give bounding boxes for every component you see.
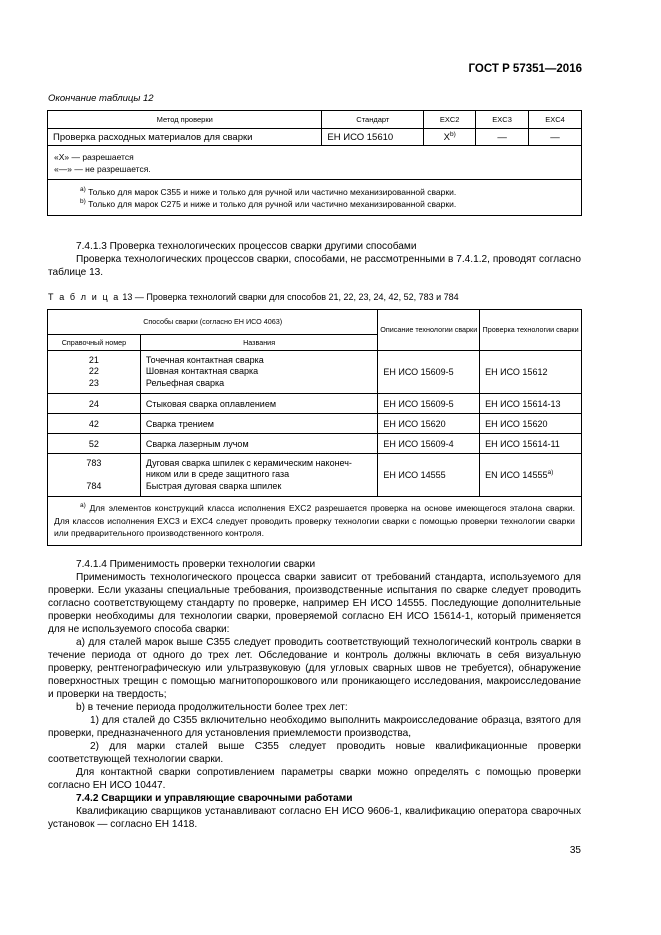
footnote-text: Только для марок С275 и ниже и только для ручной или частично механизированной сварки. [88, 199, 457, 209]
check-cell: ЕН ИСО 15614-13 [480, 394, 582, 414]
footnote-text: Только для марок С355 и ниже и только для ручной или частично механизированной сварки. [88, 187, 457, 197]
table12-header-row [48, 111, 582, 129]
table-row [48, 394, 582, 414]
ref-no: 23 [88, 377, 99, 388]
section-heading: 7.4.1.3 Проверка технологических процессов сварки другими способами [76, 241, 417, 252]
table-13 [47, 309, 582, 546]
footnote-item [80, 186, 575, 198]
legend-item: «X» — разрешается [54, 152, 134, 162]
table13-col-desc: Описание технологии сварки [378, 310, 480, 351]
caption-text: 13 — Проверка технологий сварки для способов 21, 22, 23, 24, 42, 52, 783 и 784 [122, 292, 459, 302]
table12-exc3-cell: — [476, 129, 529, 146]
table-row [48, 434, 582, 454]
footnote-mark: b) [80, 198, 86, 205]
check-cell [480, 454, 582, 497]
section-heading [48, 792, 581, 805]
table-12 [47, 110, 582, 216]
ref-no-cell: 42 [48, 414, 141, 434]
ref-no-cell: 52 [48, 434, 141, 454]
check-cell: ЕН ИСО 15614-11 [480, 434, 582, 454]
paragraph: Применимость технологического процесса сварки зависит от требований стандарта, используемого для проверки. Если указаны специальные требования, производственные испытания по сварке следует проводить согласно соответствующему стандарту по проверке, например ЕН ИСО 14555. Последующие дополнительные проверки необходимы для технологии сварки, проверяемой согласно ЕН ИСО 15614-1, который применяется для не используемого способа сварки: [48, 572, 581, 635]
section-heading: 7.4.1.4 Применимость проверки технологии сварки [76, 559, 316, 570]
footnote-mark: a) [80, 502, 86, 509]
table12-exc4-cell: — [529, 129, 582, 146]
ref-no-cell: 24 [48, 394, 141, 414]
name-cell: Стыковая сварка оплавлением [140, 394, 378, 414]
method-name: Точечная контактная сварка [145, 354, 264, 365]
table12-col-method: Метод проверки [48, 111, 322, 129]
page-number: 35 [569, 845, 581, 856]
table12-method-cell: Проверка расходных материалов для сварки [48, 129, 322, 146]
section-7-4-1-4 [48, 558, 581, 831]
section-7-4-1-3 [48, 240, 581, 279]
footnote-text: Для элементов конструкций класса исполнения EXC2 разрешается проверка на основе имеющегося эталона сварки. Для классов исполнения EXC3 и EXC4 следует проводить проверку технологии сварки с помощью проверки технологии сварки или предварительного производственного контроля. [54, 503, 576, 538]
desc-cell: ЕН ИСО 15609-5 [378, 394, 480, 414]
table13-col-ref-no: Справочный номер [48, 335, 141, 351]
table12-col-exc4: EXC4 [529, 111, 582, 129]
name-cell: Сварка лазерным лучом [140, 434, 378, 454]
footnote-mark: a) [80, 186, 86, 193]
check-footnote-mark: a) [547, 469, 554, 476]
paragraph: a) для сталей марок выше С355 следует проводить соответствующий технологический контроль сварки в течение периода от одного до трех лет. Обследование и контроль должны включать в себя визуальную проверку, рентгенографическую или ультразвуковую (для угловых сварных швов не требуется), обнаружение поверхностных трещин с помощью магнитопорошкового или проникающего исследования, макроисследование и проверки на твердость; [48, 637, 581, 700]
check-value: EN ИСО 14555 [485, 470, 548, 480]
document-header: ГОСТ Р 57351—2016 [468, 63, 582, 75]
section-heading-text: 7.4.2 Сварщики и управляющие сварочными работами [76, 793, 353, 804]
table-row [48, 351, 582, 394]
table13-header-row [48, 310, 582, 335]
table12-footnote-row [48, 180, 582, 216]
paragraph: Проверка технологических процессов сварки, способами, не рассмотренными в 7.4.1.2, проводят согласно таблице 13. [48, 254, 581, 278]
method-name: Шовная контактная сварка [145, 366, 259, 377]
table13-col-methods: Способы сварки (согласно ЕН ИСО 4063) [48, 310, 378, 335]
table13-col-check: Проверка технологии сварки [480, 310, 582, 351]
method-name: Дуговая сварка шпилек с керамическим наконеч- [145, 457, 352, 468]
method-name: Быстрая дуговая сварка шпилек [145, 480, 282, 491]
ref-no-cell [48, 454, 141, 497]
check-cell: ЕН ИСО 15620 [480, 414, 582, 434]
ref-no: 783 [86, 457, 102, 468]
table12-exc2-cell [424, 129, 476, 146]
check-cell: ЕН ИСО 15612 [480, 351, 582, 394]
table-row [48, 129, 582, 146]
exc2-footnote-mark: b) [449, 130, 456, 138]
method-name: Рельефная сварка [145, 377, 225, 388]
desc-cell: ЕН ИСО 14555 [378, 454, 480, 497]
name-cell [140, 454, 378, 497]
caption-word: Т а б л и ц а [48, 292, 120, 302]
paragraph: Квалификацию сварщиков устанавливают согласно ЕН ИСО 9606-1, квалификацию оператора сварочных установок — согласно ЕН 1418. [48, 806, 581, 830]
table13-footnote-row [48, 497, 582, 546]
desc-cell: ЕН ИСО 15609-4 [378, 434, 480, 454]
desc-cell: ЕН ИСО 15620 [378, 414, 480, 434]
name-cell [140, 351, 378, 394]
table12-col-exc3: EXC3 [476, 111, 529, 129]
method-name: ником или в среде защитного газа [145, 469, 290, 480]
name-cell: Сварка трением [140, 414, 378, 434]
table12-footnotes [48, 180, 582, 216]
paragraph: Для контактной сварки сопротивлением параметры сварки можно определять с помощью проверки согласно ЕН ИСО 10447. [48, 767, 581, 791]
exc2-value: X [443, 131, 450, 143]
ref-no-spacer [48, 469, 140, 481]
table-row [48, 454, 582, 497]
table-row [48, 414, 582, 434]
ref-no: 21 [88, 354, 99, 365]
table12-continuation-title: Окончание таблицы 12 [48, 93, 154, 104]
paragraph: 2) для марки сталей выше С355 следует проводить новые квалификационные проверки соответствующей технологии сварки. [48, 741, 581, 765]
ref-no: 22 [88, 366, 99, 377]
paragraph: 1) для сталей до С355 включительно необходимо выполнить макроисследование образца, взятого для проверки, предназначенного для установления приемлемости производства, [48, 715, 581, 739]
footnote-item [80, 198, 575, 210]
table12-col-standard: Стандарт [322, 111, 424, 129]
legend-item: «—» — не разрешается. [54, 164, 151, 174]
table12-standard-cell: ЕН ИСО 15610 [322, 129, 424, 146]
table13-col-names: Названия [140, 335, 378, 351]
table13-caption [48, 292, 459, 302]
ref-no-cell [48, 351, 141, 394]
paragraph: b) в течение периода продолжительности более трех лет: [76, 702, 348, 713]
ref-no: 784 [86, 480, 102, 491]
desc-cell: ЕН ИСО 15609-5 [378, 351, 480, 394]
table12-legend-row [48, 146, 582, 180]
table12-col-exc2: EXC2 [424, 111, 476, 129]
table12-legend [48, 146, 582, 180]
table13-footnote [48, 497, 582, 546]
